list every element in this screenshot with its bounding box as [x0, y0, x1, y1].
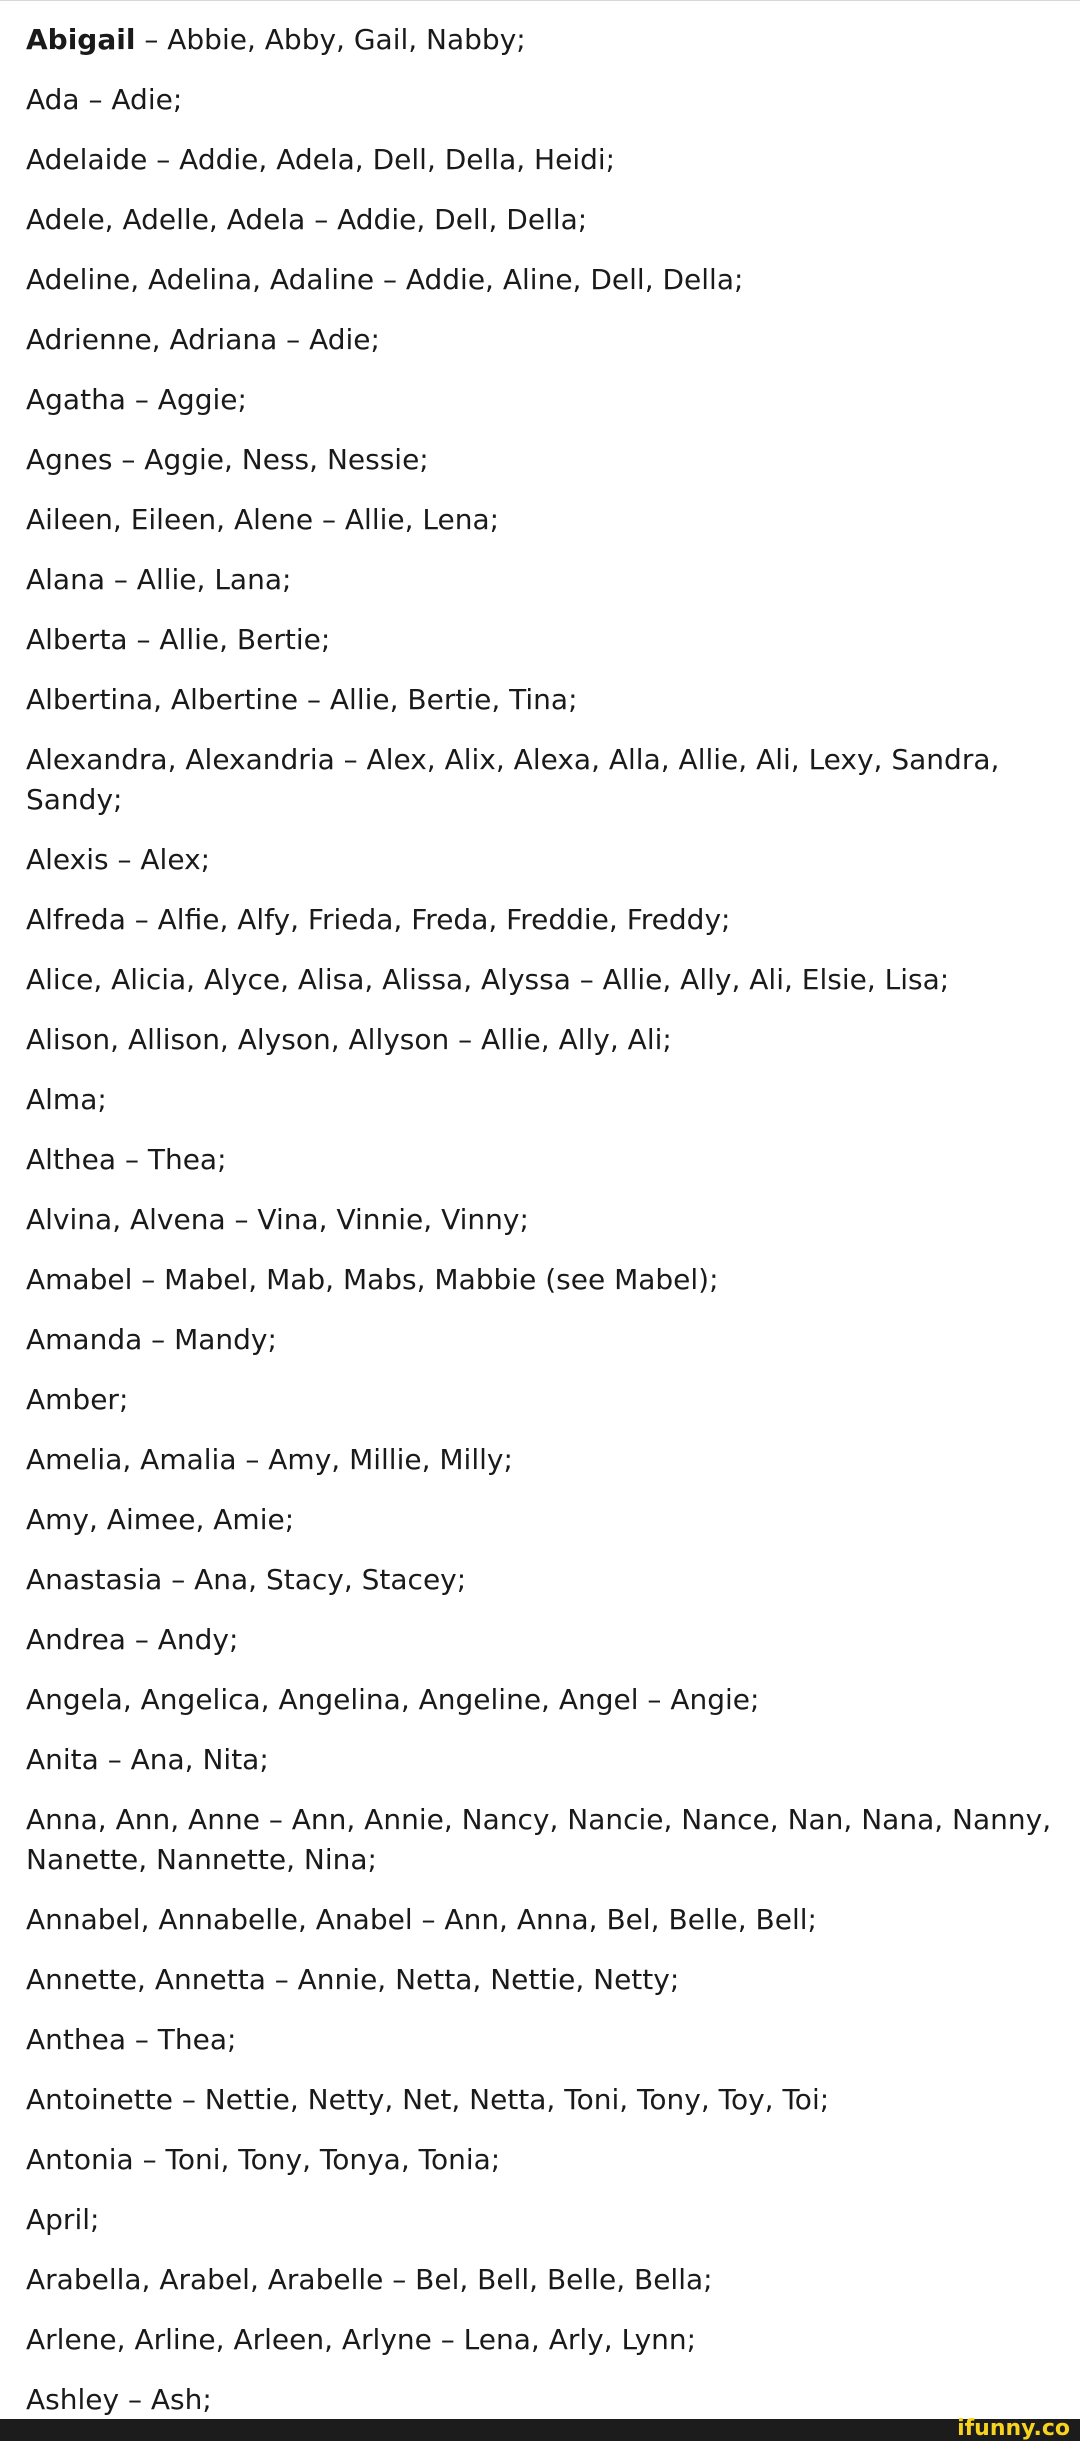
nickname-list [26, 20, 1056, 2440]
list-item: Ashley – Ash; [26, 2383, 212, 2416]
list-item: Alice, Alicia, Alyce, Alisa, Alissa, Alyssa – Allie, Ally, Ali, Elsie, Lisa; [26, 963, 950, 996]
list-item: Albertina, Albertine – Allie, Bertie, Tina; [26, 683, 578, 716]
list-item: Adeline, Adelina, Adaline – Addie, Aline, Dell, Della; [26, 263, 744, 296]
list-item: Alexandra, Alexandria – Alex, Alix, Alexa, Alla, Allie, Ali, Lexy, Sandra, Sandy; [26, 743, 1000, 816]
list-item: Antonia – Toni, Tony, Tonya, Tonia; [26, 2143, 501, 2176]
list-item: Alma; [26, 1083, 107, 1116]
list-item: Amanda – Mandy; [26, 1323, 277, 1356]
list-item: Althea – Thea; [26, 1143, 227, 1176]
list-item: Agatha – Aggie; [26, 383, 247, 416]
list-item: Antoinette – Nettie, Netty, Net, Netta, Toni, Tony, Toy, Toi; [26, 2083, 830, 2116]
list-item: Adelaide – Addie, Adela, Dell, Della, Heidi; [26, 143, 616, 176]
list-item [26, 20, 1056, 80]
list-item: Annette, Annetta – Annie, Netta, Nettie, Netty; [26, 1963, 680, 1996]
list-item: Alexis – Alex; [26, 843, 211, 876]
list-item: Arabella, Arabel, Arabelle – Bel, Bell, Belle, Bella; [26, 2263, 713, 2296]
list-item: Angela, Angelica, Angelina, Angeline, Angel – Angie; [26, 1683, 760, 1716]
list-item: Adrienne, Adriana – Adie; [26, 323, 380, 356]
list-item: Annabel, Annabelle, Anabel – Ann, Anna, Bel, Belle, Bell; [26, 1903, 817, 1936]
list-item: Anna, Ann, Anne – Ann, Annie, Nancy, Nancie, Nance, Nan, Nana, Nanny, Nanette, Nannette, Nina; [26, 1803, 1052, 1876]
list-item: Agnes – Aggie, Ness, Nessie; [26, 443, 429, 476]
footer-bar [0, 2416, 1080, 2441]
entry-name-bold: Abigail [26, 23, 136, 56]
list-item: Alvina, Alvena – Vina, Vinnie, Vinny; [26, 1203, 529, 1236]
list-item: Alison, Allison, Alyson, Allyson – Allie, Ally, Ali; [26, 1023, 672, 1056]
list-item: Anthea – Thea; [26, 2023, 237, 2056]
list-item: Amber; [26, 1383, 129, 1416]
list-item: Ada – Adie; [26, 83, 183, 116]
list-item: Amabel – Mabel, Mab, Mabs, Mabbie (see Mabel); [26, 1263, 719, 1296]
list-item: Alana – Allie, Lana; [26, 563, 292, 596]
list-item: Amy, Aimee, Amie; [26, 1503, 295, 1536]
entry-nicknames: – Abbie, Abby, Gail, Nabby; [135, 23, 526, 56]
list-item: Amelia, Amalia – Amy, Millie, Milly; [26, 1443, 513, 1476]
list-item: Alfreda – Alfie, Alfy, Frieda, Freda, Freddie, Freddy; [26, 903, 731, 936]
list-item: April; [26, 2203, 100, 2236]
list-item: Anita – Ana, Nita; [26, 1743, 269, 1776]
list-item: Andrea – Andy; [26, 1623, 239, 1656]
list-item: Adele, Adelle, Adela – Addie, Dell, Della; [26, 203, 588, 236]
list-item: Alberta – Allie, Bertie; [26, 623, 331, 656]
list-item: Arlene, Arline, Arleen, Arlyne – Lena, Arly, Lynn; [26, 2323, 697, 2356]
list-item: Aileen, Eileen, Alene – Allie, Lena; [26, 503, 500, 536]
watermark-logo: ifunny.co [957, 2416, 1070, 2441]
top-divider [0, 0, 1080, 1]
list-item: Anastasia – Ana, Stacy, Stacey; [26, 1563, 467, 1596]
